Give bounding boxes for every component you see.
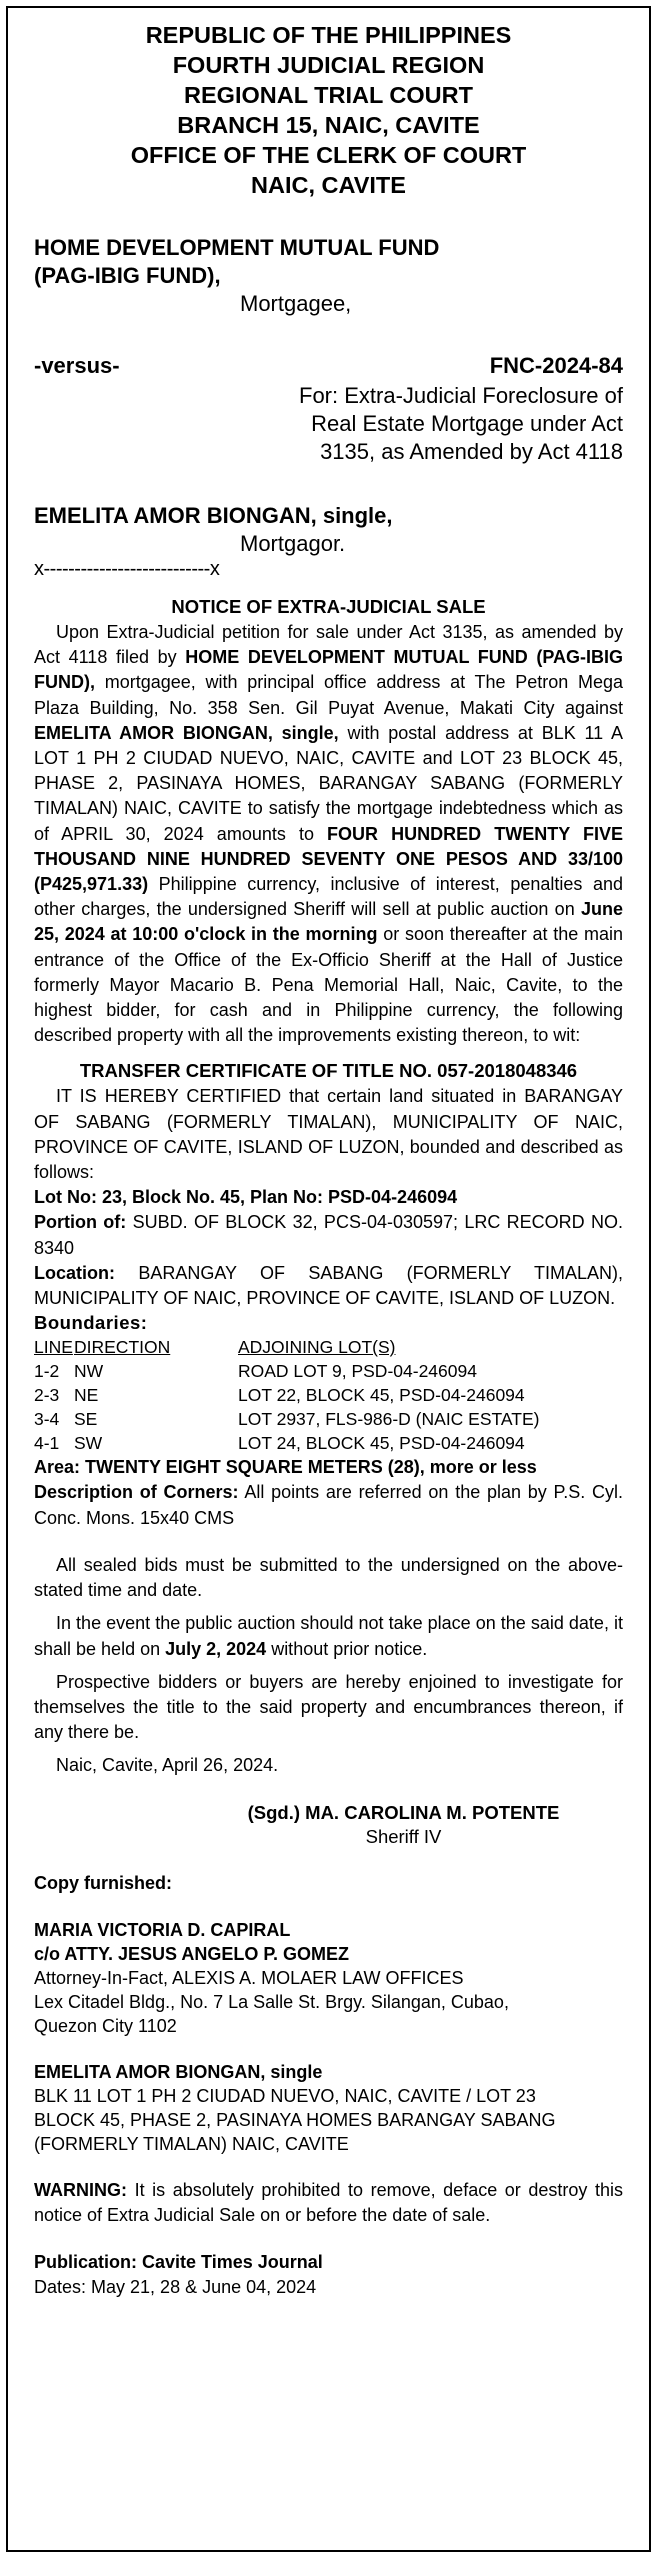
cell-direction: NE — [74, 1385, 99, 1406]
recipient-address-line: Lex Citadel Bldg., No. 7 La Salle St. Brgy. Silangan, Cubao, — [34, 1991, 509, 2012]
header-line: FOURTH JUDICIAL REGION — [172, 52, 485, 78]
court-header — [34, 20, 623, 200]
spacer — [34, 1849, 623, 1871]
para-text: Upon Extra-Judicial petition for sale under Act 3135, as amended by Act 4118 filed by — [34, 622, 623, 668]
notice-page — [6, 6, 651, 2552]
signature-block — [34, 1801, 623, 1849]
corners-value: All points are referred on the plan by P.S. Cyl. Conc. Mons. 15x40 CMS — [34, 1482, 623, 1528]
boundaries-title: Boundaries: — [34, 1312, 148, 1334]
case-description-line: 3135, as Amended by Act 4118 — [320, 439, 623, 464]
header-line: REGIONAL TRIAL COURT — [184, 82, 473, 108]
notice-body — [8, 8, 649, 2299]
location-value: BARANGAY OF SABANG (FORMERLY TIMALAN), MUNICIPALITY OF NAIC, PROVINCE OF CAVITE, ISLAND OF LUZON. — [34, 1262, 623, 1309]
cell-adjoining: ROAD LOT 9, PSD-04-246094 — [238, 1361, 477, 1382]
case-description-line: Real Estate Mortgage under Act — [311, 411, 623, 436]
table-row — [34, 1431, 539, 1455]
location-label: Location: — [34, 1262, 115, 1283]
notice-title: NOTICE OF EXTRA-JUDICIAL SALE — [171, 596, 486, 617]
recipient-address-line: (FORMERLY TIMALAN) NAIC, CAVITE — [34, 2133, 349, 2154]
recipient-name: MARIA VICTORIA D. CAPIRAL — [34, 1919, 291, 1940]
case-description — [34, 382, 623, 466]
mortgagee-line-2: (PAG-IBIG FUND), — [34, 263, 221, 288]
location-line — [34, 1261, 623, 1311]
versus-label: -versus- — [34, 353, 120, 378]
copy-furnished-label: Copy furnished: — [34, 1872, 172, 1893]
cell-line: 2-3 — [34, 1385, 60, 1406]
area-line: Area: TWENTY EIGHT SQUARE METERS (28), more or less — [34, 1457, 537, 1478]
recipient-address-line: BLK 11 LOT 1 PH 2 CIUDAD NUEVO, NAIC, CAVITE / LOT 23 — [34, 2085, 536, 2106]
certified-paragraph: IT IS HEREBY CERTIFIED that certain land situated in BARANGAY OF SABANG (FORMERLY TIMALAN), MUNICIPALITY OF NAIC, PROVINCE OF CAVITE, ISLAND OF LUZON, bounded and described as follows: — [34, 1086, 623, 1183]
case-description-line: For: Extra-Judicial Foreclosure of — [299, 383, 623, 408]
warning-text: It is absolutely prohibited to remove, deface or destroy this notice of Extra Judicial Sale on or before the date of sale. — [34, 2179, 623, 2225]
spacer — [34, 1603, 623, 1611]
cell-line: 1-2 — [34, 1361, 60, 1382]
spacer — [34, 1531, 623, 1553]
mortgagor-name-text: EMELITA AMOR BIONGAN, single, — [34, 503, 393, 528]
cell-direction: SE — [74, 1409, 98, 1430]
mortgagee-line-1: HOME DEVELOPMENT MUTUAL FUND — [34, 235, 440, 260]
cell-line: 3-4 — [34, 1409, 60, 1430]
prospective-paragraph: Prospective bidders or buyers are hereby enjoined to investigate for themselves the title to the said property and encumbrances thereon, if any there be. — [34, 1671, 623, 1743]
recipient-name: EMELITA AMOR BIONGAN, single — [34, 2061, 323, 2082]
postpone-date-bold: July 2, 2024 — [165, 1638, 267, 1659]
para-text: mortgagee, with principal office address at The Petron Mega Plaza Building, No. 358 Sen. Gil Puyat Avenue, Makati City against — [34, 672, 623, 718]
spacer — [34, 1662, 623, 1670]
boundaries-header-row — [34, 1335, 539, 1359]
auction-date-bold: June 25, 2024 at 10:00 o'clock in the morning — [34, 899, 623, 945]
recipient-address-line: Quezon City 1102 — [34, 2015, 177, 2036]
warning-label: WARNING: — [34, 2179, 127, 2200]
recipient-address-line: Attorney-In-Fact, ALEXIS A. MOLAER LAW OFFICES — [34, 1967, 464, 1988]
date-place: Naic, Cavite, April 26, 2024. — [56, 1755, 279, 1776]
publication-dates: Dates: May 21, 28 & June 04, 2024 — [34, 2277, 317, 2298]
table-row — [34, 1383, 539, 1407]
spacer — [34, 1745, 623, 1753]
mortgagee-name — [34, 234, 623, 290]
para-bold: HOME DEVELOPMENT MUTUAL FUND (PAG-IBIG FUND), — [34, 647, 624, 693]
copy-furnished-recipient-1 — [34, 1918, 623, 2038]
cell-line: 4-1 — [34, 1433, 60, 1454]
table-row — [34, 1407, 539, 1431]
col-header-adjoining: ADJOINING LOT(S) — [238, 1337, 396, 1358]
signatory-title: Sheriff IV — [365, 1825, 442, 1847]
boundaries-table — [34, 1335, 539, 1455]
postpone-paragraph — [34, 1611, 623, 1661]
para-text: or soon thereafter at the main entrance of the Office of the Ex-Officio Sheriff at the Hall of Justice formerly Mayor Macario B. Pena Memorial Hall, Naic, Cavite, to the highest bidder, for cash and in Philippine currency, the following described property with all the improvements existing thereon, to wit: — [34, 924, 623, 1046]
header-line: BRANCH 15, NAIC, CAVITE — [177, 112, 480, 138]
lot-line: Lot No: 23, Block No. 45, Plan No: PSD-04-246094 — [34, 1187, 458, 1208]
petition-paragraph — [34, 620, 623, 1048]
spacer — [34, 1896, 623, 1918]
spacer — [34, 2156, 623, 2178]
recipient-address-line: BLOCK 45, PHASE 2, PASINAYA HOMES BARANGAY SABANG — [34, 2109, 556, 2130]
para-text: without prior notice. — [266, 1638, 428, 1659]
cell-direction: NW — [74, 1361, 104, 1382]
mortgagor-name — [34, 502, 623, 530]
warning-paragraph — [34, 2178, 623, 2228]
header-line: NAIC, CAVITE — [251, 172, 406, 198]
cell-adjoining: LOT 24, BLOCK 45, PSD-04-246094 — [238, 1433, 525, 1454]
cell-adjoining: LOT 2937, FLS-986-D (NAIC ESTATE) — [238, 1409, 540, 1430]
col-header-line: LINE — [34, 1337, 73, 1358]
corners-label: Description of Corners: — [34, 1482, 239, 1503]
portion-line — [34, 1210, 623, 1260]
cell-direction: SW — [74, 1433, 103, 1454]
para-text: In the event the public auction should not take place on the said date, it shall be held on — [34, 1613, 623, 1659]
header-line: REPUBLIC OF THE PHILIPPINES — [145, 22, 512, 48]
caption-separator: x---------------------------x — [34, 558, 220, 580]
para-bold: EMELITA AMOR BIONGAN, single, — [34, 722, 339, 743]
para-text: with postal address at BLK 11 A LOT 1 PH 2 CIUDAD NUEVO, NAIC, CAVITE and LOT 23 BLOCK 45, PHASE 2, PASINAYA HOMES, BARANGAY SABANG (FORMERLY TIMALAN) NAIC, CAVITE to satisfy the mortgage indebtedness which as of APRIL 30, 2024 amounts to — [34, 722, 623, 844]
mortgagee-role: Mortgagee, — [240, 291, 352, 316]
corners-line — [34, 1480, 623, 1530]
portion-label: Portion of: — [34, 1212, 127, 1233]
header-line: OFFICE OF THE CLERK OF COURT — [130, 142, 527, 168]
versus-row — [34, 352, 623, 380]
copy-furnished-recipient-2 — [34, 2060, 623, 2156]
table-row — [34, 1359, 539, 1383]
spacer — [34, 2038, 623, 2060]
recipient-care-of: c/o ATTY. JESUS ANGELO P. GOMEZ — [34, 1943, 350, 1964]
amount-bold: FOUR HUNDRED TWENTY FIVE THOUSAND NINE HUNDRED SEVENTY ONE PESOS AND 33/100 (P425,971.33) — [34, 823, 623, 895]
tct-title: TRANSFER CERTIFICATE OF TITLE NO. 057-2018048346 — [79, 1060, 578, 1082]
publication-line: Publication: Cavite Times Journal — [34, 2252, 323, 2273]
mortgagor-role: Mortgagor. — [240, 531, 346, 556]
case-number: FNC-2024-84 — [489, 353, 623, 378]
portion-value: SUBD. OF BLOCK 32, PCS-04-030597; LRC RECORD NO. 8340 — [34, 1212, 623, 1258]
cell-adjoining: LOT 22, BLOCK 45, PSD-04-246094 — [238, 1385, 525, 1406]
para-text: Philippine currency, inclusive of interest, penalties and other charges, the undersigned Sheriff will sell at public auction on — [34, 874, 623, 920]
spacer — [34, 1779, 623, 1801]
spacer — [34, 2228, 623, 2250]
sealed-bids-paragraph: All sealed bids must be submitted to the undersigned on the above-stated time and date. — [34, 1554, 623, 1601]
signatory-name: (Sgd.) MA. CAROLINA M. POTENTE — [247, 1801, 560, 1823]
col-header-direction: DIRECTION — [74, 1337, 171, 1358]
